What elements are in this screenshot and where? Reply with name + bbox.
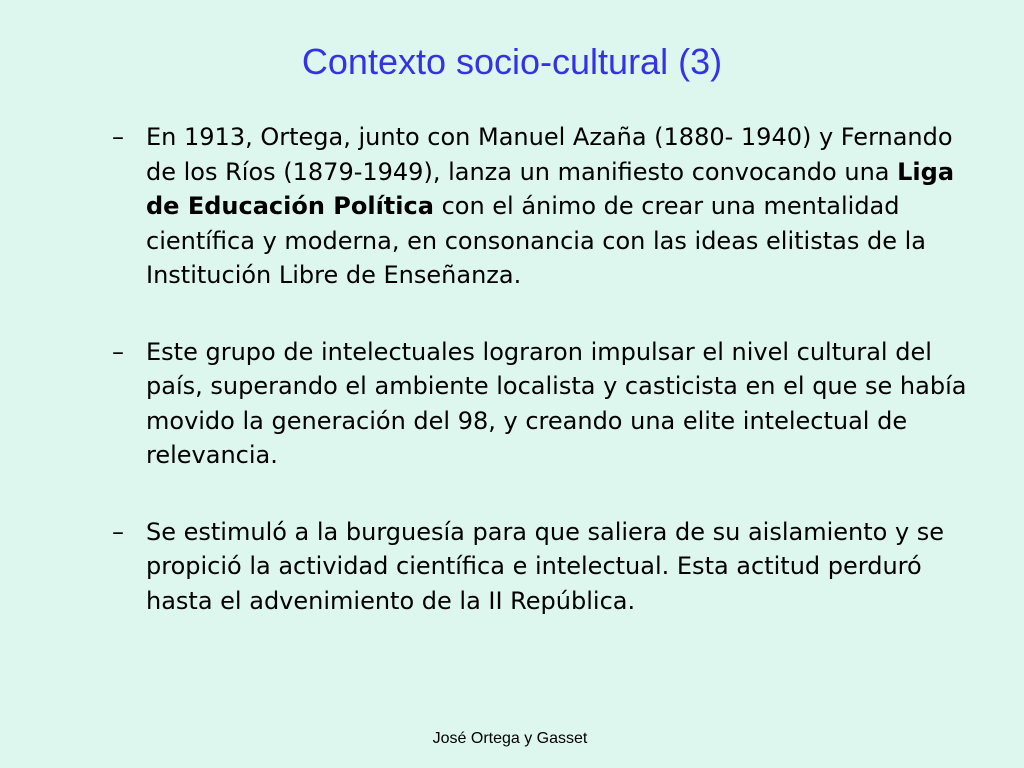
bullet-text: Se estimuló a la burguesía para que saliera de su aislamiento y se propició la actividad científica e intelectual. Esta actitud perduró hasta el advenimiento de la II República. bbox=[146, 517, 945, 615]
bullet-dash: – bbox=[112, 517, 124, 546]
bullet-dash: – bbox=[112, 337, 124, 366]
bullet-text: Este grupo de intelectuales lograron impulsar el nivel cultural del país, superando el ambiente localista y casticista en el que se había movido la generación del 98, y creando una elite intelectual de relevancia. bbox=[146, 337, 967, 469]
bullet-dash: – bbox=[112, 123, 124, 151]
slide-title: Contexto socio-cultural (3) bbox=[301, 41, 723, 82]
slide-footer: José Ortega y Gasset bbox=[432, 730, 588, 747]
bullet-list bbox=[112, 120, 972, 660]
bullet-bold-text: Liga de Educación Política bbox=[146, 157, 955, 220]
bullet-text: En 1913, Ortega, junto con Manuel Azaña (1880- 1940) y Fernando de los Ríos (1879-1949), lanza un manifiesto convocando una bbox=[146, 123, 953, 186]
bullet-item bbox=[112, 120, 972, 293]
bullet-text: con el ánimo de crear una mentalidad científica y moderna, en consonancia con las ideas elitistas de la Institución Libre de Enseñanza. bbox=[146, 192, 926, 289]
bullet-item bbox=[112, 515, 972, 619]
bullet-item bbox=[112, 335, 972, 473]
